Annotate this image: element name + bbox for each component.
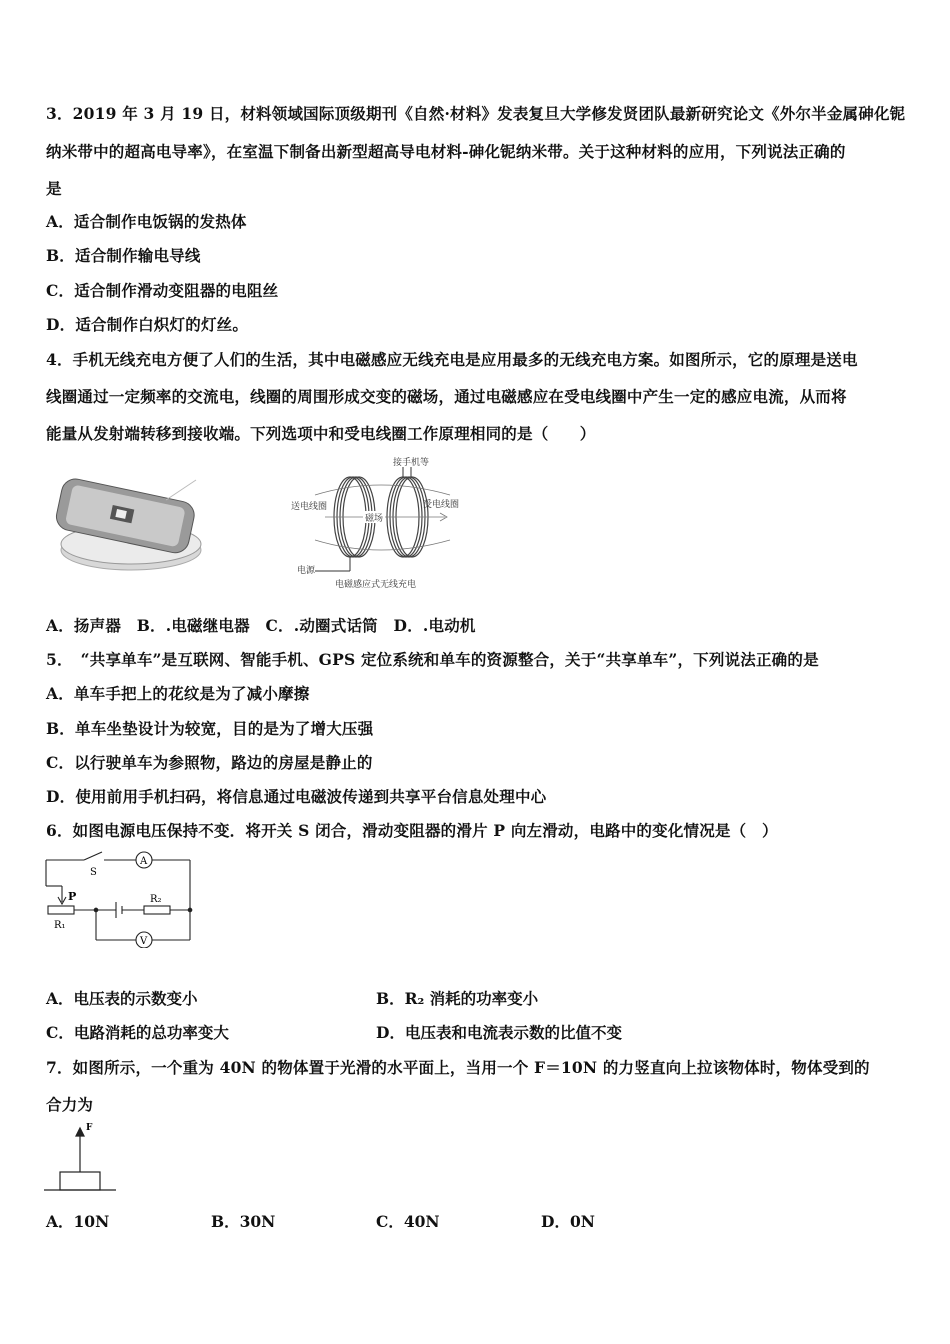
- coil-top-label: 接手机等: [393, 458, 430, 468]
- q6-option-a: A．电压表的示数变小: [46, 989, 198, 1008]
- q3-line3: 是: [46, 179, 62, 198]
- q7-option-b: B．30N: [211, 1212, 276, 1231]
- q6-line1: 6．如图电源电压保持不变．将开关 S 闭合，滑动变阻器的滑片 P 向左滑动，电路中的变化情况是（ ）: [46, 821, 778, 840]
- receive-coil-label: 受电线圈: [423, 500, 460, 510]
- q4-line2: 线圈通过一定频率的交流电，线圈的周围形成交变的磁场，通过电磁感应在受电线圈中产生一定的感应电流，从而将: [46, 387, 847, 406]
- r1-label: R₁: [54, 920, 66, 931]
- switch-label: S: [90, 867, 97, 878]
- q3-option-b: B．适合制作输电导线: [46, 246, 201, 265]
- q7-line2: 合力为: [46, 1095, 94, 1114]
- q3-option-d: D．适合制作白炽灯的灯丝。: [46, 315, 249, 334]
- power-label: 电源: [297, 566, 316, 576]
- ammeter-label: A: [140, 856, 148, 867]
- circuit-diagram: [44, 848, 196, 948]
- q4-line3: 能量从发射端转移到接收端。下列选项中和受电线圈工作原理相同的是（ ）: [46, 424, 596, 443]
- coil-field-label: 磁场: [365, 514, 384, 524]
- q5-line1: 5． “共享单车”是互联网、智能手机、GPS 定位系统和单车的资源整合，关于“共享单车”，下列说法正确的是: [46, 650, 819, 669]
- q6-option-c: C．电路消耗的总功率变大: [46, 1023, 229, 1042]
- q4-options: A．扬声器 B．.电磁继电器 C．.动圈式话筒 D．.电动机: [46, 616, 476, 635]
- coil-caption: 电磁感应式无线充电: [335, 580, 417, 590]
- q3-line1: 3．2019 年 3 月 19 日，材料领域国际顶级期刊《自然·材料》发表复旦大学修发贤团队最新研究论文《外尔半金属砷化铌: [46, 104, 906, 123]
- q7-option-a: A．10N: [46, 1212, 110, 1231]
- slider-label: P: [68, 890, 77, 903]
- q7-option-d: D．0N: [541, 1212, 595, 1231]
- q3-line2: 纳米带中的超高电导率》，在室温下制备出新型超高导电材料-砷化铌纳米带。关于这种材料的应用，下列说法正确的: [46, 142, 846, 161]
- send-coil-label: 送电线圈: [291, 502, 328, 512]
- q3-option-a: A．适合制作电饭锅的发热体: [46, 212, 247, 231]
- q5-option-a: A．单车手把上的花纹是为了减小摩擦: [46, 684, 310, 703]
- q6-option-d: D．电压表和电流表示数的比值不变: [376, 1023, 622, 1042]
- force-label: F: [86, 1123, 93, 1133]
- q5-option-c: C．以行驶单车为参照物，路边的房屋是静止的: [46, 753, 373, 772]
- voltmeter-label: V: [140, 936, 148, 947]
- wireless-charging-coil-diagram: [285, 455, 480, 595]
- q6-option-b: B．R₂ 消耗的功率变小: [376, 989, 539, 1008]
- r2-label: R₂: [150, 894, 162, 905]
- phone-charger-illustration: [46, 470, 206, 580]
- q5-option-b: B．单车坐垫设计为较宽，目的是为了增大压强: [46, 719, 374, 738]
- q3-option-c: C．适合制作滑动变阻器的电阻丝: [46, 281, 279, 300]
- q7-line1: 7．如图所示，一个重为 40N 的物体置于光滑的水平面上，当用一个 F＝10N 的力竖直向上拉该物体时，物体受到的: [46, 1058, 870, 1077]
- q4-line1: 4．手机无线充电方便了人们的生活，其中电磁感应无线充电是应用最多的无线充电方案。如图所示，它的原理是送电: [46, 350, 858, 369]
- block-force-diagram: [44, 1120, 124, 1195]
- q5-option-d: D．使用前用手机扫码，将信息通过电磁波传递到共享平台信息处理中心: [46, 787, 547, 806]
- q7-option-c: C．40N: [376, 1212, 440, 1231]
